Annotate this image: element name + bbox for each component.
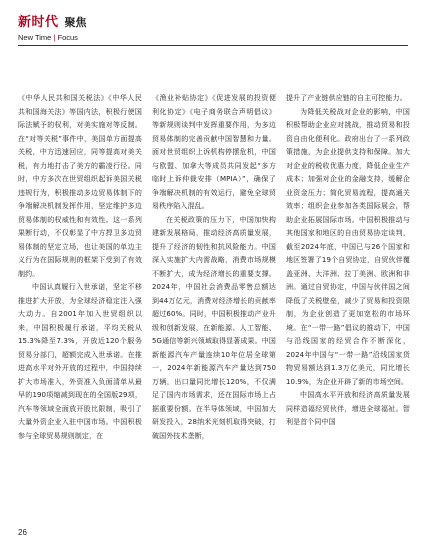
paragraph: 在关税政策的压力下，中国加快构建新发展格局，推动经济高质量发展，提升了经济的韧性和抗风险能力。中国深入实施扩大内需战略，消费市场规模不断扩大，成为经济增长的重要支撑。2024年，中国社会消费品零售总额达到44万亿元，消费对经济增长的贡献率超过60%。同时，中国积极推动产业升级和创新发展，在新能源、人工智能、5G通信等新兴领域取得显著成果。中国新能源汽车产量连续10年位居全球第一，2024年新能源汽车产量达到750万辆，出口量同比增长120%，不仅满足了国内市场需求，还在国际市场上占据重要份额。在半导体领域，中国加大研发投入，28纳米光刻机取得突破，打破国外技术垄断， — [152, 215, 276, 440]
paragraph: 中国认真履行入世承诺，坚定不移推进扩大开放，为全球经济稳定注入强大动力。自2001年加入世贸组织以来，中国积极履行承诺，平均关税从15.3%降至7.3%，开放近120个服务贸易分部门，超额完成入世承诺。在推进高水平对外开放的过程中，中国持续扩大市场准入，外资准入负面清单从最早的190项缩减到现在的全国版29项，汽车等领域全面放开股比限制，吸引了大量外资企业入驻中国市场。中国积极参与全球贸易规则制定，在 — [18, 283, 142, 440]
brand-row — [18, 6, 408, 30]
column-3 — [286, 92, 410, 443]
section-title: 聚焦 — [64, 16, 87, 29]
article-body — [18, 92, 410, 443]
subtitle-separator: | — [53, 33, 56, 42]
column-1 — [18, 92, 142, 443]
subtitle-english-focus: Focus — [57, 33, 78, 42]
paragraph: 提升了产业链供应链的自主可控能力。 — [286, 94, 407, 102]
section-subtitle — [18, 33, 408, 42]
magazine-logo: 新时代 — [18, 15, 59, 30]
paragraph: 为降低关税战对企业的影响，中国积极帮助企业应对挑战，推动贸易和投资自由化便利化。政府出台了一系列政策措施，为企业提供支持和保障。加大对企业的税收优惠力度，降低企业生产成本；加强对企业的金融支持，缓解企业资金压力；简化贸易流程，提高通关效率；组织企业参加各类国际展会，帮助企业拓展国际市场。中国积极推动与其他国家和地区的自由贸易协定谈判，截至2024年底，中国已与26个国家和地区签署了19个自贸协定，自贸伙伴覆盖亚洲、大洋洲、拉丁美洲、欧洲和非洲。通过自贸协定，中国与伙伴国之间降低了关税壁垒，减少了贸易和投资限制，为企业创造了更加宽松的市场环境。在“一带一路”倡议的推动下，中国与沿线国家的经贸合作不断深化，2024年中国与“一带一路”沿线国家货物贸易额达到1.3万亿美元，同比增长10.9%，为企业开辟了新的市场空间。 — [286, 107, 410, 386]
page-header — [18, 6, 408, 46]
subtitle-english: New Time — [18, 33, 52, 42]
paragraph: 中国高水平开放和经济高质量发展同样造福经贸伙伴，增进全球福祉。智利是首个同中国 — [286, 391, 410, 426]
paragraph: 《中华人民共和国关税法》《中华人民共和国海关法》等国内法，积极行使国际法赋予的权利，对美实施对等反制。在“对等关税”事件中，美国单方面提高关税，中方迅速回应，同等提高对美关税，有力地打击了美方的霸凌行径。同时，中方多次在世贸组织起诉美国关税违规行为，积极推动多边贸易体制下的争端解决机制发挥作用，坚定维护多边贸易体制的权威性和有效性。这一系列果断行动，不仅彰显了中方捍卫多边贸易体制的坚定立场，也让美国的单边主义行为在国际规则的框架下受到了有效制约。 — [18, 94, 142, 278]
column-2 — [152, 92, 276, 443]
page-number: 26 — [18, 528, 27, 537]
paragraph: 《渔业补贴协定》《促进发展的投资便利化协定》《电子商务联合声明倡议》等新规则谈判中发挥重要作用，为多边贸易体制的完善贡献中国智慧和力量。面对世贸组织上诉机构停摆危机，中国与欧盟、加拿大等成员共同发起“多方临时上诉仲裁安排（MPIA）”，确保了争端解决机制的有效运行，避免全球贸易秩序陷入混乱。 — [152, 94, 276, 210]
header-rule — [18, 45, 408, 46]
